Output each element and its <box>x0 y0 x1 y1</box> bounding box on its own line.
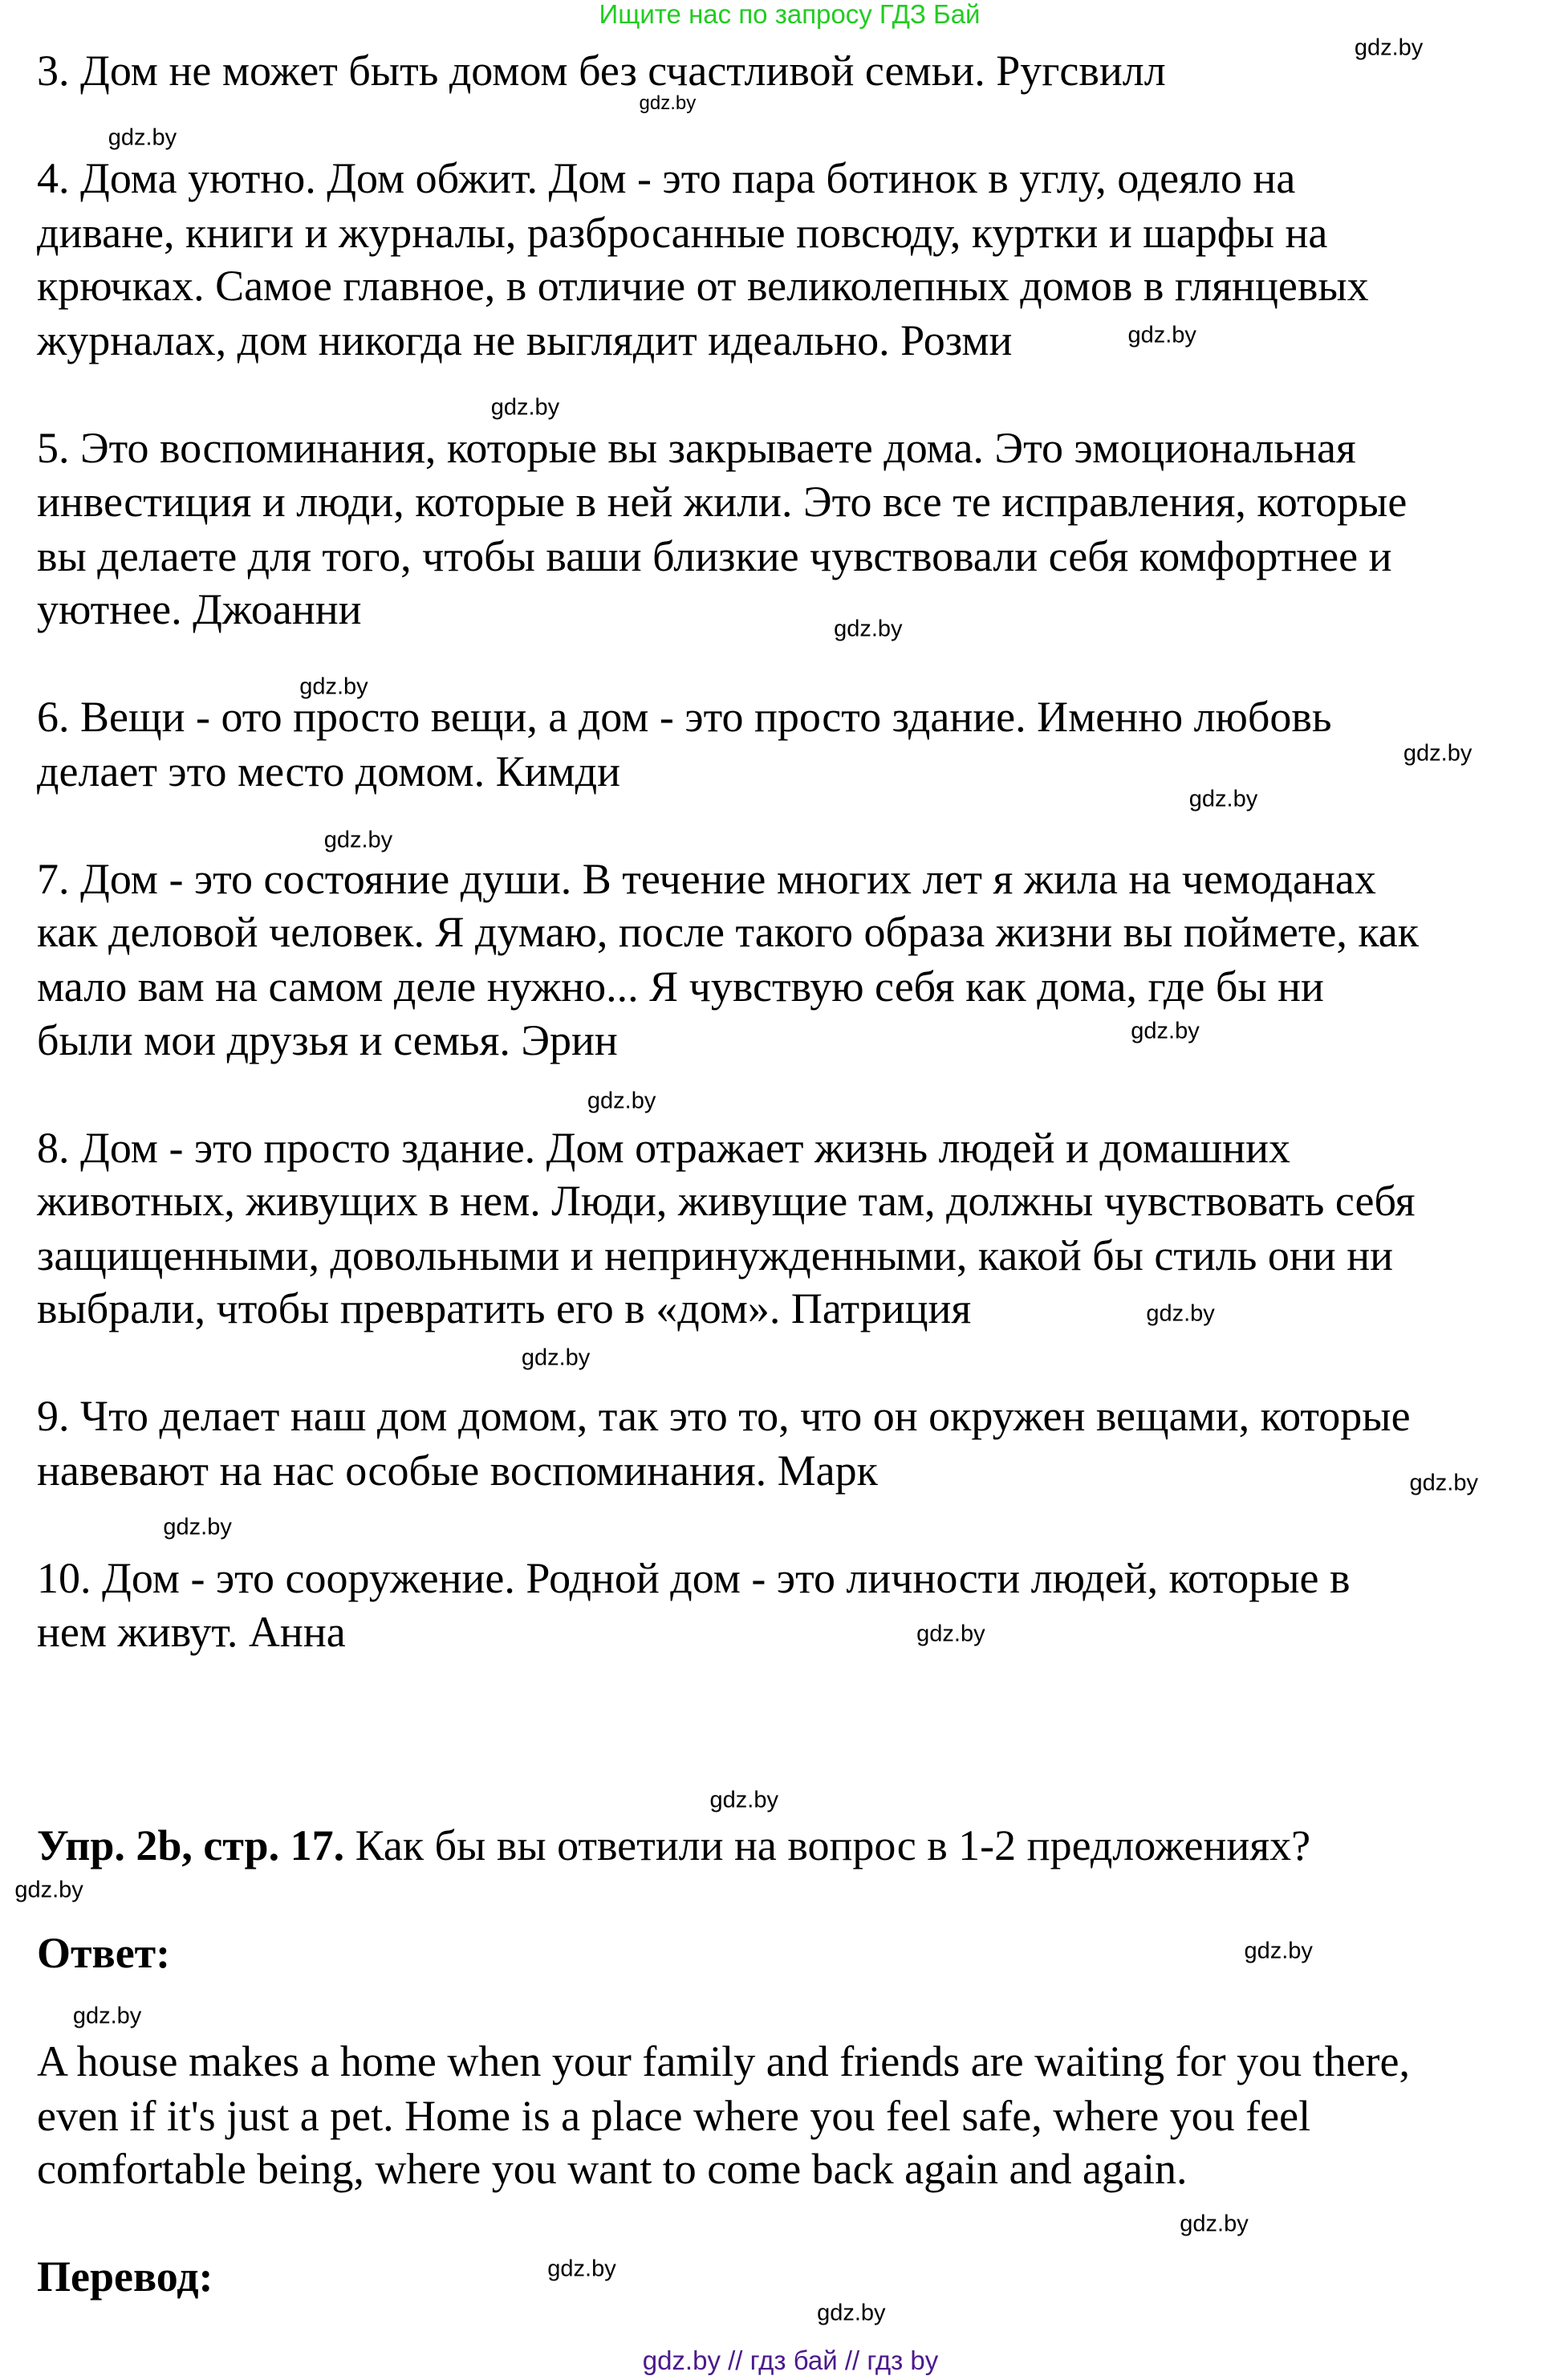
text-line <box>37 745 620 799</box>
watermark: gdz.by <box>521 1345 591 1371</box>
line-text: comfortable being, where you want to come back again and again. <box>37 2144 1188 2193</box>
line-text: Как бы вы ответили на вопрос в 1-2 предложениях? <box>344 1821 1311 1870</box>
text-line <box>37 1926 170 1980</box>
search-hint-banner: Ищите нас по запросу ГДЗ Бай <box>599 0 981 29</box>
line-text: A house makes a home when your family and friends are waiting for you there, <box>37 2036 1410 2085</box>
line-text: 7. Дом - это состояние души. В течение многих лет я жила на чемоданах <box>37 855 1376 904</box>
watermark: gdz.by <box>1180 2211 1249 2237</box>
text-line <box>37 475 1407 529</box>
watermark: gdz.by <box>163 1514 232 1540</box>
text-line <box>37 421 1356 475</box>
line-text: вы делаете для того, чтобы ваши близкие чувствовали себя комфортнее и <box>37 531 1392 580</box>
watermark: gdz.by <box>323 827 393 853</box>
watermark: gdz.by <box>817 2300 886 2326</box>
text-line <box>37 1605 346 1659</box>
line-text: инвестиция и люди, которые в ней жили. Это все те исправления, которые <box>37 477 1408 526</box>
watermark: gdz.by <box>490 394 560 421</box>
text-line <box>37 583 362 637</box>
line-text: защищенными, довольными и непринужденными, какой бы стиль они ни <box>37 1231 1394 1280</box>
text-line <box>37 1014 618 1068</box>
line-text: были мои друзья и семья. Эрин <box>37 1015 618 1064</box>
watermark: gdz.by <box>1131 1018 1200 1044</box>
line-text: журналах, дом никогда не выглядит идеально. Розми <box>37 316 1013 365</box>
watermark: gdz.by <box>1244 1938 1313 1964</box>
text-line <box>37 1819 1310 1873</box>
line-text: как деловой человек. Я думаю, после такого образа жизни вы поймете, как <box>37 908 1420 957</box>
line-text: делает это место домом. Кимди <box>37 747 621 795</box>
watermark: gdz.by <box>14 1877 83 1903</box>
text-line <box>37 1121 1290 1175</box>
text-line <box>37 1282 971 1336</box>
bold-heading: Перевод: <box>37 2252 213 2301</box>
watermark: gdz.by <box>1403 740 1473 767</box>
text-line <box>37 1174 1415 1228</box>
text-line <box>37 2089 1310 2143</box>
watermark: gdz.by <box>1354 35 1424 61</box>
line-text: 3. Дом не может быть домом без счастливой семьи. Ругсвилл <box>37 46 1166 95</box>
text-line <box>37 206 1327 260</box>
watermark: gdz.by <box>916 1621 985 1647</box>
line-text: нем живут. Анна <box>37 1607 346 1656</box>
watermark: gdz.by <box>1188 786 1258 812</box>
line-text: животных, живущих в нем. Люди, живущие там, должны чувствовать себя <box>37 1176 1416 1225</box>
watermark: gdz.by <box>1146 1300 1215 1327</box>
text-line <box>37 1229 1393 1283</box>
text-line <box>37 2250 213 2304</box>
line-text: 5. Это воспоминания, которые вы закрываете дома. Это эмоциональная <box>37 424 1356 473</box>
line-text: 8. Дом - это просто здание. Дом отражает жизнь людей и домашних <box>37 1123 1290 1172</box>
line-text: even if it's just a pet. Home is a place where you feel safe, where you feel <box>37 2091 1311 2140</box>
line-text: мало вам на самом деле нужно... Я чувствую себя как дома, где бы ни <box>37 962 1324 1011</box>
watermark: gdz.by <box>834 616 903 642</box>
text-line <box>37 152 1295 205</box>
line-text: 6. Вещи - ото просто вещи, а дом - это просто здание. Именно любовь <box>37 692 1332 741</box>
text-line <box>37 1444 878 1498</box>
bold-heading: Упр. 2b, стр. 17. <box>37 1821 345 1870</box>
line-text: уютнее. Джоанни <box>37 584 362 633</box>
text-line <box>37 530 1391 584</box>
text-line <box>37 852 1376 906</box>
text-line <box>37 690 1331 744</box>
watermark: gdz.by <box>108 124 177 151</box>
text-line <box>37 2035 1410 2089</box>
text-line <box>37 905 1419 959</box>
watermark: gdz.by <box>709 1787 779 1813</box>
line-text: 9. Что делает наш дом домом, так это то, что он окружен вещами, которые <box>37 1392 1411 1441</box>
text-line <box>37 44 1166 98</box>
watermark: gdz.by <box>1127 322 1196 348</box>
line-text: 4. Дома уютно. Дом обжит. Дом - это пара ботинок в углу, одеяло на <box>37 154 1296 203</box>
watermark: gdz.by <box>299 673 368 700</box>
watermark: gdz.by <box>587 1088 656 1114</box>
line-text: крючках. Самое главное, в отличие от великолепных домов в глянцевых <box>37 262 1369 311</box>
bold-heading: Ответ: <box>37 1929 171 1978</box>
watermark: gdz.by <box>1409 1470 1478 1496</box>
text-line <box>37 1552 1350 1605</box>
watermark: gdz.by <box>72 2003 142 2029</box>
text-line <box>37 960 1324 1014</box>
line-text: 10. Дом - это сооружение. Родной дом - это личности людей, которые в <box>37 1554 1351 1603</box>
line-text: навевают на нас особые воспоминания. Марк <box>37 1446 878 1495</box>
line-text: диване, книги и журналы, разбросанные повсюду, куртки и шарфы на <box>37 209 1328 258</box>
text-line <box>37 259 1369 313</box>
text-line <box>37 2142 1187 2196</box>
line-text: выбрали, чтобы превратить его в «дом». Патриция <box>37 1284 972 1333</box>
watermark: gdz.by <box>547 2256 616 2282</box>
text-line <box>37 314 1012 368</box>
watermark: gdz.by <box>639 92 697 114</box>
footer-links: gdz.by // гдз бай // гдз by <box>642 2345 939 2375</box>
text-line <box>37 1389 1411 1443</box>
